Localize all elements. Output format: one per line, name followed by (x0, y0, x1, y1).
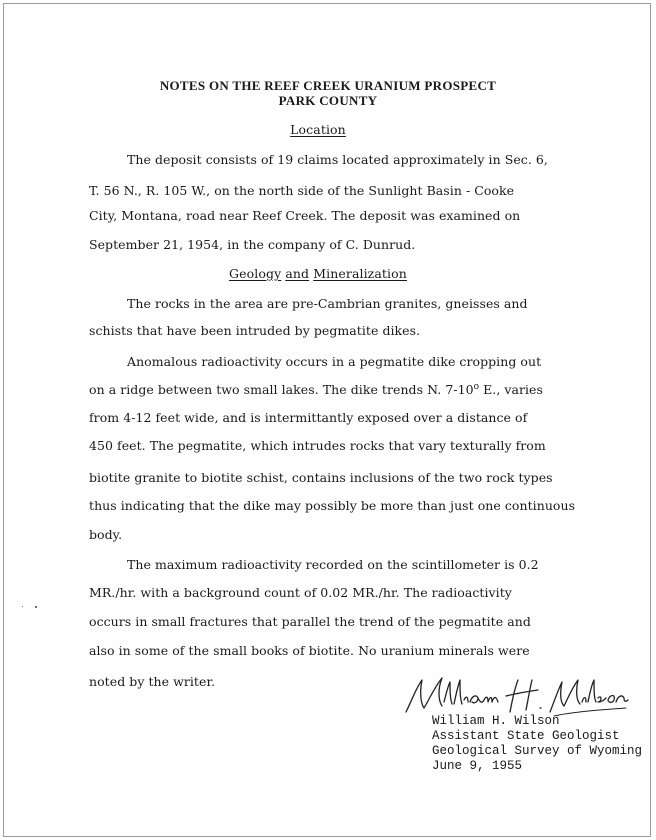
geology-p2-line-4: 450 feet. The pegmatite, which intrudes rocks that vary texturally from (89, 438, 546, 453)
section-heading-geology (0, 266, 636, 281)
geology-heading-part2: Mineralization (313, 266, 407, 281)
document-title-line-1: NOTES ON THE REEF CREEK URANIUM PROSPECT (159, 78, 497, 93)
signer-name: William H. Wilson (432, 714, 560, 728)
handwritten-signature (402, 672, 632, 718)
signer-organization: Geological Survey of Wyoming (432, 744, 643, 758)
geology-p2-line-6: thus indicating that the dike may possibly be more than just one continuous (89, 498, 576, 513)
geology-p3-line-2: MR./hr. with a background count of 0.02 MR./hr. The radioactivity (89, 585, 512, 600)
geology-heading-part1: Geology (229, 266, 282, 281)
geology-p1-line-2: schists that have been intruded by pegmatite dikes. (89, 323, 421, 338)
location-line-1: The deposit consists of 19 claims located approximately in Sec. 6, (127, 152, 548, 167)
document-title-line-2: PARK COUNTY (278, 93, 378, 108)
geology-p2-line-2-tail: E., varies (479, 382, 543, 398)
location-heading-text: Location (290, 122, 346, 137)
geology-p2-line-2-main: on a ridge between two small lakes. The dike trends N. 7-10 (89, 382, 474, 398)
signature-date: June 9, 1955 (432, 759, 523, 773)
geology-p3-line-3: occurs in small fractures that parallel the trend of the pegmatite and (89, 614, 531, 629)
location-line-2: T. 56 N., R. 105 W., on the north side of the Sunlight Basin - Cooke (89, 183, 515, 198)
geology-p2-line-3: from 4-12 feet wide, and is intermittantly exposed over a distance of (89, 410, 528, 425)
geology-p3-line-1: The maximum radioactivity recorded on the scintillometer is 0.2 (127, 557, 539, 572)
geology-p3-line-5: noted by the writer. (89, 674, 216, 689)
degree-symbol: o (473, 382, 480, 392)
geology-heading-and: and (285, 266, 310, 281)
geology-p1-line-1: The rocks in the area are pre-Cambrian granites, gneisses and (127, 296, 528, 311)
geology-p2-line-7: body. (89, 527, 123, 542)
geology-p2-line-5: biotite granite to biotite schist, contains inclusions of the two rock types (89, 470, 553, 485)
geology-p2-line-1: Anomalous radioactivity occurs in a pegmatite dike cropping out (127, 354, 542, 369)
section-heading-location (0, 122, 636, 137)
scan-speck (22, 606, 23, 607)
location-line-3: City, Montana, road near Reef Creek. The deposit was examined on (89, 208, 521, 223)
scan-speck (35, 606, 37, 608)
signer-title: Assistant State Geologist (432, 729, 620, 743)
geology-p2-line-2 (89, 382, 543, 397)
geology-p3-line-4: also in some of the small books of biotite. No uranium minerals were (89, 643, 530, 658)
location-line-4: September 21, 1954, in the company of C. Dunrud. (89, 237, 416, 252)
